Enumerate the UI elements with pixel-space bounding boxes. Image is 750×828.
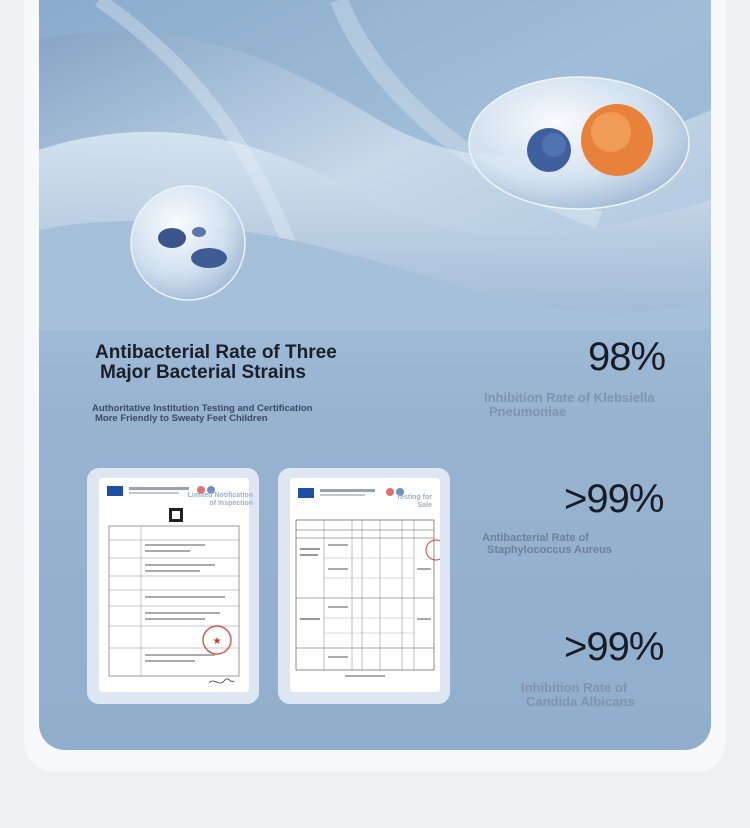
headline bbox=[95, 343, 337, 383]
certificate-note-2-line1: Testing for bbox=[396, 494, 432, 501]
stat-label-staphylococcus-line2: Staphylococcus Aureus bbox=[487, 544, 612, 556]
stat-label-candida-line1: Inhibition Rate of bbox=[521, 680, 628, 695]
certificate-card-1[interactable] bbox=[87, 468, 259, 704]
certificate-document-2 bbox=[290, 478, 440, 692]
blue-bacteria-icon bbox=[527, 128, 571, 172]
stat-label-staphylococcus bbox=[482, 532, 612, 556]
certificate-note-1-line1: Limited Notification bbox=[187, 492, 253, 499]
stat-label-candida-line2: Candida Albicans bbox=[526, 694, 635, 709]
stat-label-candida bbox=[521, 681, 635, 709]
headline-line1: Antibacterial Rate of Three bbox=[95, 342, 337, 363]
certificate-note-1-line2: of Inspection bbox=[209, 500, 253, 507]
stat-value-candida: >99% bbox=[564, 625, 664, 669]
product-panel bbox=[39, 0, 711, 750]
stat-value-staphylococcus: >99% bbox=[564, 477, 664, 521]
stat-label-staphylococcus-line1: Antibacterial Rate of bbox=[482, 532, 589, 544]
stat-value-klebsiella: 98% bbox=[588, 335, 666, 379]
fabric-illustration bbox=[39, 0, 711, 330]
svg-text:★: ★ bbox=[212, 636, 222, 647]
stat-label-klebsiella bbox=[484, 391, 654, 419]
stat-label-klebsiella-line1: Inhibition Rate of Klebsiella bbox=[484, 390, 655, 405]
headline-line2: Major Bacterial Strains bbox=[100, 362, 306, 383]
certificate-logo-1: TTS bbox=[107, 487, 117, 493]
certificate-logo-2: TTS bbox=[298, 489, 308, 495]
certificate-note-1 bbox=[188, 492, 253, 508]
certificate-card-2[interactable] bbox=[278, 468, 450, 704]
certificate-note-2 bbox=[396, 494, 432, 510]
document-table bbox=[290, 478, 440, 692]
stat-label-klebsiella-line2: Pneumoniae bbox=[489, 404, 567, 419]
subheadline-line2: More Friendly to Sweaty Feet Children bbox=[95, 413, 268, 424]
certificate-document-1 bbox=[99, 478, 249, 692]
document-lines bbox=[99, 478, 249, 692]
subheadline-line1: Authoritative Institution Testing and Certification bbox=[92, 403, 313, 414]
certificate-note-2-line2: Sale bbox=[417, 502, 432, 509]
subheadline bbox=[92, 404, 312, 424]
orange-bacteria-icon bbox=[581, 104, 653, 176]
